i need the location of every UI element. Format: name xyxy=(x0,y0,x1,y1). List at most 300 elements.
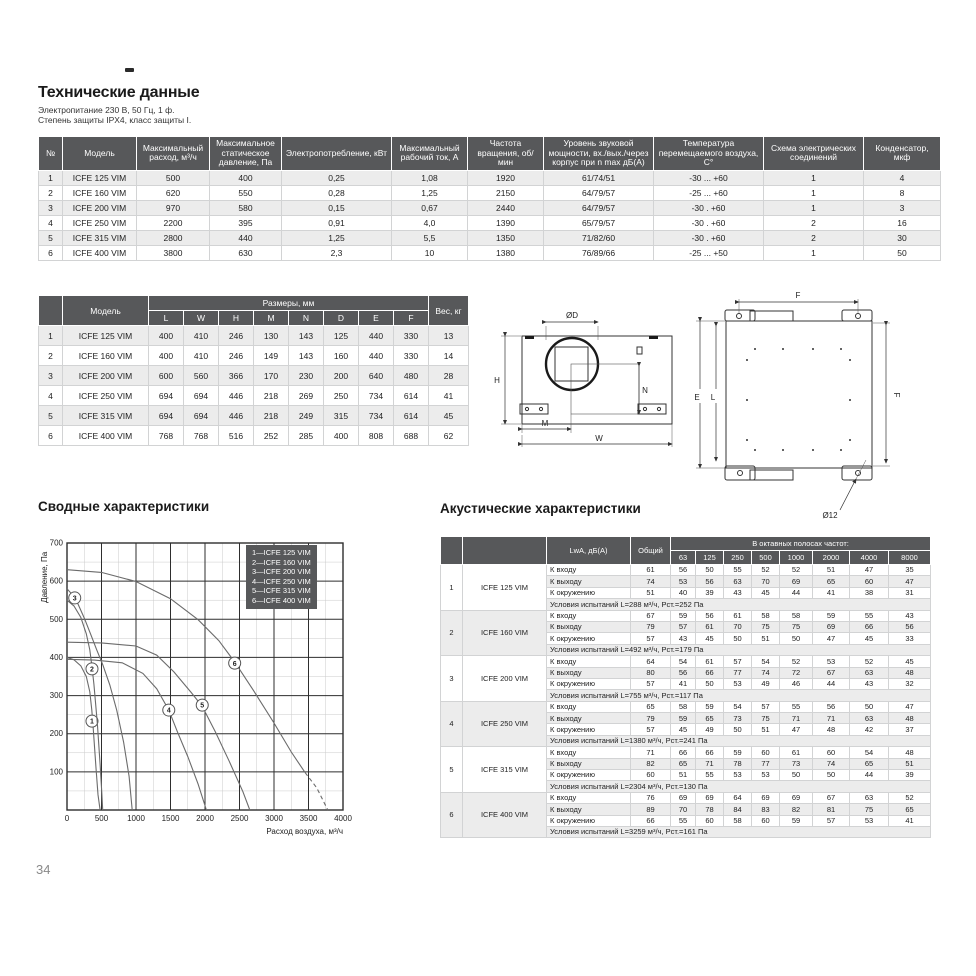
table-cell: 550 xyxy=(210,185,282,200)
y-tick-label: 500 xyxy=(49,614,63,624)
table-cell: 230 xyxy=(289,366,324,386)
dimensions-group-header: Размеры, мм xyxy=(149,296,429,311)
table-cell: 0,91 xyxy=(282,215,392,230)
table-cell: 51 xyxy=(752,724,780,735)
table-cell: 71/82/60 xyxy=(544,230,654,245)
x-tick-label: 0 xyxy=(64,814,70,823)
acoustics-table xyxy=(440,536,931,838)
table-cell: 47 xyxy=(889,701,931,712)
acoustics-section-title: Акустические характеристики xyxy=(440,501,641,516)
table-row xyxy=(441,565,931,576)
table-cell: 75 xyxy=(752,713,780,724)
table-cell: 400 xyxy=(210,170,282,185)
table-cell: 200 xyxy=(324,366,359,386)
table-cell: 55 xyxy=(696,770,724,781)
table-cell: 48 xyxy=(889,747,931,758)
table-cell: 970 xyxy=(137,200,210,215)
model-block xyxy=(441,610,931,656)
blank-header xyxy=(39,296,63,326)
table-cell: 51 xyxy=(752,633,780,644)
table-cell: 3 xyxy=(39,200,63,215)
mounting-holes xyxy=(746,348,851,451)
model-block xyxy=(441,792,931,838)
table-cell: 41 xyxy=(889,815,931,826)
table-cell: 734 xyxy=(359,386,394,406)
table-cell: 69 xyxy=(813,621,850,632)
table-cell: 63 xyxy=(850,713,889,724)
table-row xyxy=(39,200,941,215)
table-cell: 47 xyxy=(889,576,931,587)
table-cell: -30 ... +60 xyxy=(654,170,764,185)
table-row xyxy=(39,386,469,406)
table-cell: 440 xyxy=(359,326,394,346)
table-cell: 63 xyxy=(724,576,752,587)
legend-item: 4—ICFE 250 VIM xyxy=(252,576,311,586)
table-cell: 5 xyxy=(39,230,63,245)
table-cell: 56 xyxy=(813,701,850,712)
table-cell: 1350 xyxy=(468,230,544,245)
table-cell: 269 xyxy=(289,386,324,406)
measure-label: К окружению xyxy=(547,815,631,826)
table-cell: 65 xyxy=(631,701,671,712)
y-axis-label: Давление, Па xyxy=(40,551,49,603)
table-cell: 614 xyxy=(394,386,429,406)
table-cell: 2200 xyxy=(137,215,210,230)
table-cell: 43 xyxy=(889,610,931,621)
table-cell: 52 xyxy=(752,565,780,576)
table-cell: 57 xyxy=(631,724,671,735)
table-cell: 6 xyxy=(39,426,63,446)
model-name: ICFE 250 VIM xyxy=(463,701,547,747)
table-cell: 400 xyxy=(324,426,359,446)
table-cell: 52 xyxy=(780,565,813,576)
frequency-header: 8000 xyxy=(889,551,931,565)
table-cell: 59 xyxy=(671,610,696,621)
legend-item: 6—ICFE 400 VIM xyxy=(252,595,311,605)
table-cell: 79 xyxy=(631,713,671,724)
dim-label-f-right: F xyxy=(892,392,901,398)
table-cell: 694 xyxy=(149,386,184,406)
table-cell: 80 xyxy=(631,667,671,678)
dim-letter-header: E xyxy=(359,311,394,326)
table-cell: 50 xyxy=(850,701,889,712)
table-cell: 46 xyxy=(780,678,813,689)
table-header-row xyxy=(441,537,931,551)
model-header: Модель xyxy=(63,296,149,326)
legend-item: 5—ICFE 315 VIM xyxy=(252,586,311,596)
table-cell: 28 xyxy=(429,366,469,386)
row-number: 3 xyxy=(441,656,463,702)
table-cell: 0,28 xyxy=(282,185,392,200)
blank-header xyxy=(463,537,547,565)
measure-label: К окружению xyxy=(547,587,631,598)
measure-label: К выходу xyxy=(547,713,631,724)
table-cell: 33 xyxy=(889,633,931,644)
dim-label-m: M xyxy=(541,419,549,428)
table-cell: ICFE 315 VIM xyxy=(63,406,149,426)
table-cell: 65/79/57 xyxy=(544,215,654,230)
table-cell: 1,25 xyxy=(392,185,468,200)
table-cell: ICFE 125 VIM xyxy=(63,170,137,185)
measure-label: К входу xyxy=(547,747,631,758)
table-cell: 13 xyxy=(429,326,469,346)
table-cell: 48 xyxy=(889,667,931,678)
table-cell: 56 xyxy=(889,621,931,632)
table-cell: -25 ... +60 xyxy=(654,185,764,200)
table-row xyxy=(441,610,931,621)
table-cell: 37 xyxy=(889,724,931,735)
page-title: Технические данные xyxy=(38,84,200,101)
table-cell: 57 xyxy=(752,701,780,712)
table-cell: 694 xyxy=(149,406,184,426)
table-header xyxy=(441,537,931,565)
table-cell: 315 xyxy=(324,406,359,426)
table-cell: 66 xyxy=(850,621,889,632)
dim-letter-header: M xyxy=(254,311,289,326)
table-cell: 74 xyxy=(813,758,850,769)
table-cell: 59 xyxy=(671,713,696,724)
table-cell: 69 xyxy=(696,792,724,803)
table-cell: ICFE 160 VIM xyxy=(63,346,149,366)
table-cell: 35 xyxy=(889,565,931,576)
table-cell: 69 xyxy=(780,576,813,587)
table-cell: 249 xyxy=(289,406,324,426)
table-cell: 4,0 xyxy=(392,215,468,230)
column-header: Максимальный расход, м³/ч xyxy=(137,137,210,171)
chart-legend xyxy=(246,545,317,609)
table-cell: 71 xyxy=(631,747,671,758)
model-name: ICFE 400 VIM xyxy=(463,792,547,838)
table-cell: 58 xyxy=(780,610,813,621)
dim-label-n: N xyxy=(642,386,648,395)
measure-label: К входу xyxy=(547,610,631,621)
table-cell: 808 xyxy=(359,426,394,446)
table-cell: 44 xyxy=(780,587,813,598)
table-cell: 143 xyxy=(289,346,324,366)
table-cell: 446 xyxy=(219,386,254,406)
table-cell: 560 xyxy=(184,366,219,386)
table-cell: 64/79/57 xyxy=(544,185,654,200)
curve-marker-label: 3 xyxy=(72,595,77,603)
table-header-row xyxy=(39,296,469,311)
model-block xyxy=(441,565,931,611)
row-number: 1 xyxy=(441,565,463,611)
performance-chart-svg xyxy=(38,531,378,845)
table-cell: 0,25 xyxy=(282,170,392,185)
table-cell: 16 xyxy=(864,215,941,230)
table-cell: 1 xyxy=(764,185,864,200)
curve-marker-label: 1 xyxy=(90,718,94,726)
print-artifact xyxy=(125,68,134,72)
table-row xyxy=(39,170,941,185)
table-cell: 61 xyxy=(724,610,752,621)
table-cell: 410 xyxy=(184,326,219,346)
x-tick-label: 3000 xyxy=(265,814,283,823)
table-cell: -30 . +60 xyxy=(654,200,764,215)
table-cell: -30 . +60 xyxy=(654,215,764,230)
table-cell: 50 xyxy=(696,565,724,576)
table-cell: 50 xyxy=(780,770,813,781)
table-cell: 60 xyxy=(752,815,780,826)
table-cell: 65 xyxy=(813,576,850,587)
table-cell: 440 xyxy=(210,230,282,245)
table-row xyxy=(39,366,469,386)
front-view-drawing xyxy=(487,296,687,464)
table-cell: 1 xyxy=(39,170,63,185)
table-cell: 3 xyxy=(39,366,63,386)
table-cell: 1 xyxy=(39,326,63,346)
table-cell: 49 xyxy=(696,724,724,735)
row-number: 5 xyxy=(441,747,463,793)
table-cell: 71 xyxy=(813,713,850,724)
table-cell: 1380 xyxy=(468,245,544,260)
table-header xyxy=(39,137,941,171)
table-cell: 694 xyxy=(184,386,219,406)
table-cell: 614 xyxy=(394,406,429,426)
table-cell: ICFE 160 VIM xyxy=(63,185,137,200)
table-cell: 51 xyxy=(671,770,696,781)
table-row xyxy=(441,792,931,803)
blank-header xyxy=(441,537,463,565)
test-conditions: Условия испытаний L=288 м³/ч, Рст.=252 Па xyxy=(547,599,931,610)
bands-header: В октавных полосах частот: xyxy=(671,537,931,551)
table-cell: 70 xyxy=(671,804,696,815)
tech-specs-table xyxy=(38,136,941,261)
table-cell: 43 xyxy=(724,587,752,598)
frequency-header: 500 xyxy=(752,551,780,565)
column-header: № xyxy=(39,137,63,171)
table-row xyxy=(39,230,941,245)
table-cell: 53 xyxy=(813,656,850,667)
table-cell: ICFE 200 VIM xyxy=(63,200,137,215)
performance-chart xyxy=(38,531,378,845)
table-cell: 70 xyxy=(752,576,780,587)
table-cell: 78 xyxy=(724,758,752,769)
table-row xyxy=(39,326,469,346)
table-cell: 2 xyxy=(764,230,864,245)
test-conditions: Условия испытаний L=492 м³/ч, Рст.=179 Па xyxy=(547,644,931,655)
table-cell: 44 xyxy=(850,770,889,781)
column-header: Уровень звуковой мощности, вх./вых./через корпус при n max дБ(А) xyxy=(544,137,654,171)
table-cell: 58 xyxy=(671,701,696,712)
table-cell: 48 xyxy=(889,713,931,724)
table-cell: 50 xyxy=(724,724,752,735)
model-name: ICFE 125 VIM xyxy=(463,565,547,611)
table-cell: 78 xyxy=(696,804,724,815)
performance-curve xyxy=(67,600,103,810)
model-name: ICFE 160 VIM xyxy=(463,610,547,656)
table-cell: 43 xyxy=(850,678,889,689)
table-cell: 31 xyxy=(889,587,931,598)
table-cell: 53 xyxy=(671,576,696,587)
column-header: Схема электрических соединений xyxy=(764,137,864,171)
table-cell: 5,5 xyxy=(392,230,468,245)
measure-label: К окружению xyxy=(547,678,631,689)
table-cell: 218 xyxy=(254,406,289,426)
table-cell: 58 xyxy=(752,610,780,621)
table-cell: 73 xyxy=(780,758,813,769)
table-cell: 2 xyxy=(39,185,63,200)
table-row xyxy=(39,215,941,230)
table-cell: 1 xyxy=(764,200,864,215)
table-cell: 768 xyxy=(184,426,219,446)
table-cell: 67 xyxy=(813,667,850,678)
table-row xyxy=(39,426,469,446)
table-cell: 45 xyxy=(671,724,696,735)
table-cell: 59 xyxy=(696,701,724,712)
lwa-header: LwA, дБ(А) xyxy=(547,537,631,565)
column-header: Электропотребление, кВт xyxy=(282,137,392,171)
measure-label: К окружению xyxy=(547,770,631,781)
table-cell: 600 xyxy=(149,366,184,386)
table-cell: 45 xyxy=(429,406,469,426)
table-cell: 39 xyxy=(696,587,724,598)
table-row xyxy=(441,701,931,712)
table-cell: 2440 xyxy=(468,200,544,215)
dim-label-f-top: F xyxy=(795,291,801,300)
table-cell: 1,08 xyxy=(392,170,468,185)
table-cell: 89 xyxy=(631,804,671,815)
table-cell: 50 xyxy=(864,245,941,260)
table-cell: 41 xyxy=(429,386,469,406)
table-cell: 160 xyxy=(324,346,359,366)
frequency-header: 63 xyxy=(671,551,696,565)
y-tick-label: 400 xyxy=(49,652,63,662)
table-cell: 250 xyxy=(324,386,359,406)
model-name: ICFE 200 VIM xyxy=(463,656,547,702)
dimensions-table xyxy=(38,295,469,446)
table-row xyxy=(39,185,941,200)
frequency-header: 1000 xyxy=(780,551,813,565)
table-cell: 52 xyxy=(850,656,889,667)
legend-item: 2—ICFE 160 VIM xyxy=(252,557,311,567)
table-cell: 53 xyxy=(724,770,752,781)
table-cell: 400 xyxy=(149,326,184,346)
table-cell: 82 xyxy=(780,804,813,815)
table-cell: 688 xyxy=(394,426,429,446)
table-cell: 59 xyxy=(780,815,813,826)
table-cell: 56 xyxy=(671,565,696,576)
table-cell: ICFE 400 VIM xyxy=(63,426,149,446)
table-cell: 48 xyxy=(813,724,850,735)
table-cell: 1920 xyxy=(468,170,544,185)
curve-marker-label: 5 xyxy=(200,702,205,710)
table-cell: 45 xyxy=(752,587,780,598)
measure-label: К выходу xyxy=(547,667,631,678)
table-cell: 65 xyxy=(671,758,696,769)
table-cell: 246 xyxy=(219,346,254,366)
table-cell: 54 xyxy=(724,701,752,712)
table-cell: 5 xyxy=(39,406,63,426)
measure-label: К окружению xyxy=(547,724,631,735)
table-cell: 41 xyxy=(813,587,850,598)
dim-letter-header: D xyxy=(324,311,359,326)
table-cell: 44 xyxy=(813,678,850,689)
table-cell: 480 xyxy=(394,366,429,386)
table-cell: 446 xyxy=(219,406,254,426)
table-cell: 2 xyxy=(39,346,63,366)
table-cell: 66 xyxy=(671,747,696,758)
legend-item: 3—ICFE 200 VIM xyxy=(252,567,311,577)
table-cell: 640 xyxy=(359,366,394,386)
table-cell: 69 xyxy=(780,792,813,803)
table-cell: 170 xyxy=(254,366,289,386)
table-cell: 61 xyxy=(696,656,724,667)
table-cell: ICFE 125 VIM xyxy=(63,326,149,346)
y-tick-label: 100 xyxy=(49,767,63,777)
table-cell: 65 xyxy=(696,713,724,724)
table-cell: 1 xyxy=(764,245,864,260)
table-cell: 143 xyxy=(289,326,324,346)
table-cell: 63 xyxy=(850,667,889,678)
table-cell: 130 xyxy=(254,326,289,346)
fan-housing xyxy=(520,336,672,424)
table-cell: 57 xyxy=(813,815,850,826)
table-cell: 76 xyxy=(631,792,671,803)
measure-label: К входу xyxy=(547,565,631,576)
curve-marker-label: 4 xyxy=(166,707,171,715)
table-cell: 57 xyxy=(671,621,696,632)
table-cell: 440 xyxy=(359,346,394,366)
table-cell: 55 xyxy=(780,701,813,712)
curve-marker-label: 2 xyxy=(90,666,94,674)
table-cell: 66 xyxy=(696,747,724,758)
table-cell: 71 xyxy=(696,758,724,769)
table-cell: 32 xyxy=(889,678,931,689)
table-cell: 50 xyxy=(696,678,724,689)
y-tick-label: 200 xyxy=(49,729,63,739)
table-cell: 77 xyxy=(724,667,752,678)
table-cell: 4 xyxy=(39,215,63,230)
frequency-header: 4000 xyxy=(850,551,889,565)
table-cell: 2800 xyxy=(137,230,210,245)
x-tick-label: 2000 xyxy=(196,814,214,823)
table-cell: 40 xyxy=(671,587,696,598)
x-tick-label: 1000 xyxy=(127,814,145,823)
table-cell: 53 xyxy=(850,815,889,826)
table-cell: 4 xyxy=(864,170,941,185)
row-number: 6 xyxy=(441,792,463,838)
dim-label-l: L xyxy=(710,393,716,402)
table-cell: 38 xyxy=(850,587,889,598)
protection-note: Степень защиты IPX4, класс защиты I. xyxy=(38,115,192,125)
table-cell: 60 xyxy=(696,815,724,826)
table-cell: 72 xyxy=(780,667,813,678)
total-header: Общий xyxy=(631,537,671,565)
dim-letter-header: W xyxy=(184,311,219,326)
frequency-header: 125 xyxy=(696,551,724,565)
table-cell: 1390 xyxy=(468,215,544,230)
curve-marker-label: 6 xyxy=(232,660,237,668)
table-cell: 41 xyxy=(671,678,696,689)
table-cell: 61 xyxy=(631,565,671,576)
model-block xyxy=(441,701,931,747)
table-cell: 0,15 xyxy=(282,200,392,215)
table-cell: 61 xyxy=(780,747,813,758)
column-header: Модель xyxy=(63,137,137,171)
table-row xyxy=(441,747,931,758)
table-cell: 47 xyxy=(813,633,850,644)
measure-label: К входу xyxy=(547,656,631,667)
row-number: 2 xyxy=(441,610,463,656)
table-cell: 77 xyxy=(752,758,780,769)
column-header: Максимальное статическое давление, Па xyxy=(210,137,282,171)
table-cell: 8 xyxy=(864,185,941,200)
table-cell: 79 xyxy=(631,621,671,632)
page-number: 34 xyxy=(36,862,51,877)
table-cell: 55 xyxy=(850,610,889,621)
measure-label: К выходу xyxy=(547,804,631,815)
